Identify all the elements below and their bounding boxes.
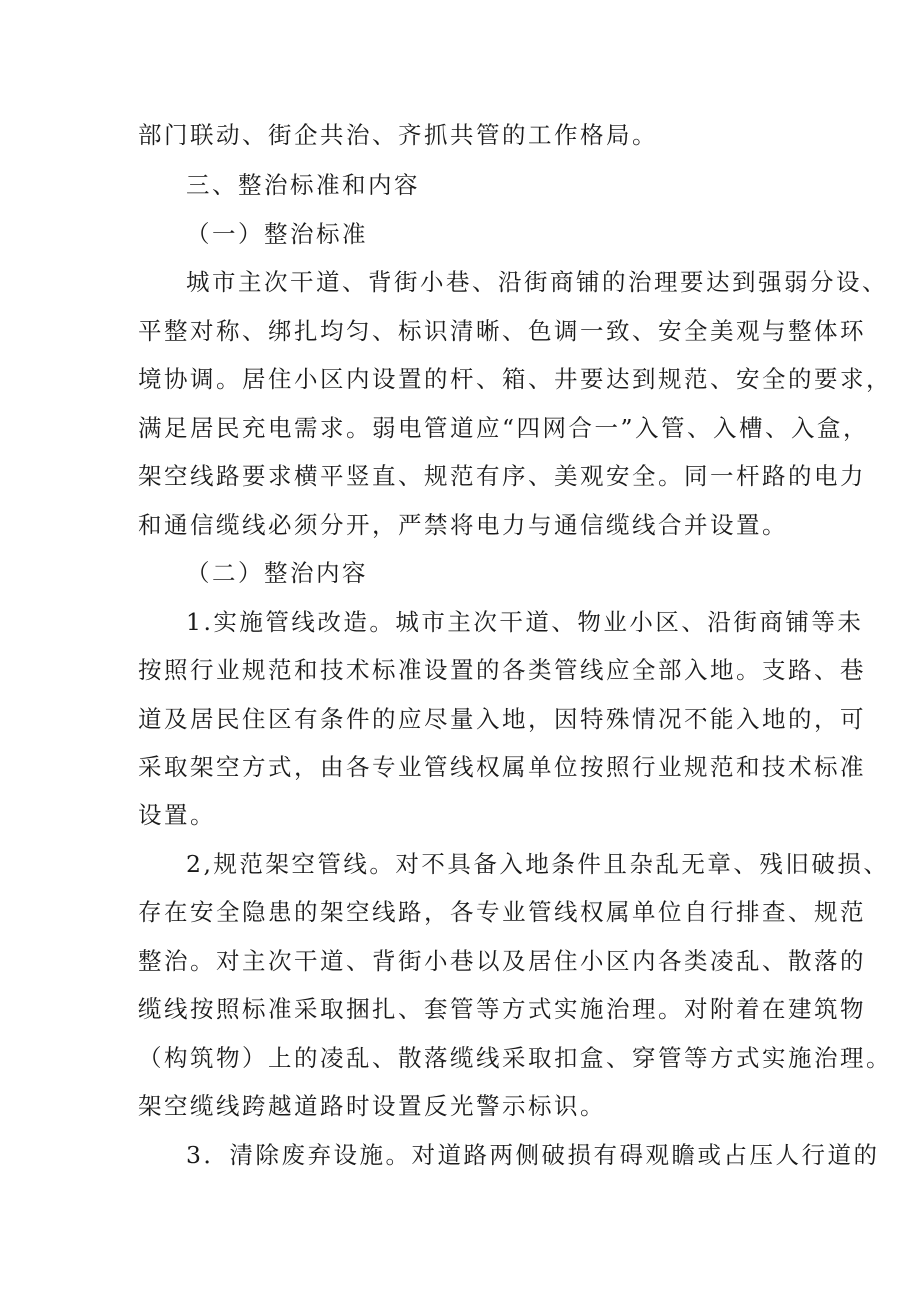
text-line: 1.实施管线改造。城市主次干道、物业小区、沿街商铺等未 [186,608,864,636]
text-line: 存在安全隐患的架空线路，各专业管线权属单位自行排查、规范 [138,898,866,926]
text-line: 3．清除废弃设施。对道路两侧破损有碍观瞻或占压人行道的 [186,1141,880,1169]
text-line: 设置。 [138,801,216,829]
text-line: 和通信缆线必须分开，严禁将电力与通信缆线合并设置。 [138,511,788,539]
text-line: 按照行业规范和技术标准设置的各类管线应全部入地。支路、巷 [138,656,866,684]
text-line: 部门联动、街企共治、齐抓共管的工作格局。 [138,121,658,149]
text-line: 2,规范架空管线。对不具备入地条件且杂乱无章、残旧破损、 [186,850,890,878]
text-line: 城市主次干道、背街小巷、沿街商铺的治理要达到强弱分设、 [186,268,888,296]
text-line: 满足居民充电需求。弱电管道应“四网合一”入管、入槽、入盒， [138,414,870,442]
subsection-heading: （一）整治标准 [186,220,368,248]
text-line: （构筑物）上的凌乱、散落缆线采取扣盒、穿管等方式实施治理。 [138,1044,892,1072]
subsection-heading: （二）整治内容 [186,559,368,587]
text-line: 境协调。居住小区内设置的杆、箱、井要达到规范、安全的要求， [138,365,892,393]
text-line: 架空缆线跨越道路时设置反光警示标识。 [138,1092,606,1120]
text-line: 道及居民住区有条件的应尽量入地，因特殊情况不能入地的，可 [138,705,866,733]
text-line: 缆线按照标准采取捆扎、套管等方式实施治理。对附着在建筑物 [138,995,866,1023]
text-line: 采取架空方式，由各专业管线权属单位按照行业规范和技术标准 [138,753,866,781]
section-heading: 三、整治标准和内容 [186,171,420,199]
text-line: 架空线路要求横平竖直、规范有序、美观安全。同一杆路的电力 [138,462,866,490]
text-line: 整治。对主次干道、背街小巷以及居住小区内各类凌乱、散落的 [138,947,866,975]
text-line: 平整对称、绑扎均匀、标识清晰、色调一致、安全美观与整体环 [138,317,866,345]
